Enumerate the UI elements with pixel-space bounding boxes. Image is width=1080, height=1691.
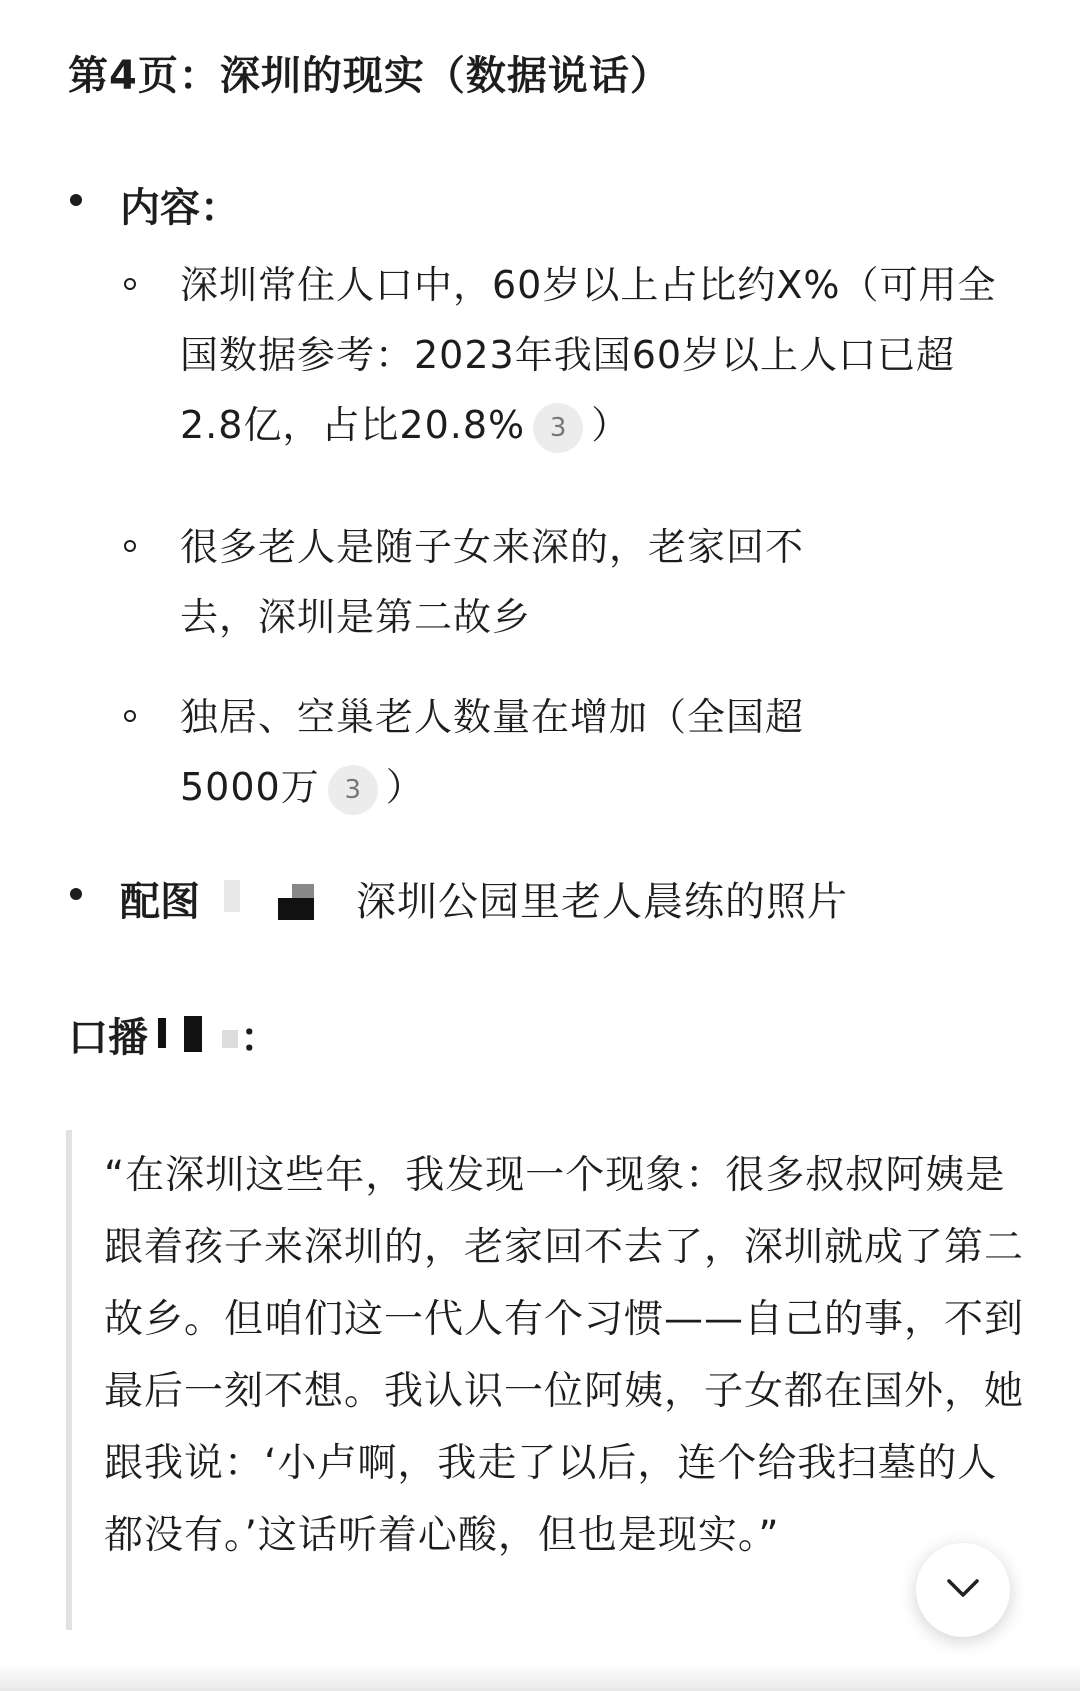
narration-colon: ： xyxy=(240,1015,280,1061)
picture-label: 配图 xyxy=(120,879,200,925)
blockquote-bar xyxy=(66,1130,72,1630)
content-item-3-text: 独居、空巢老人数量在增加（全国超5000万 xyxy=(180,695,805,809)
picture-label-row xyxy=(120,870,200,927)
content-item-1-close: ） xyxy=(591,403,631,447)
content-item-2 xyxy=(180,512,880,652)
narration-quote: “在深圳这些年，我发现一个现象：很多叔叔阿姨是跟着孩子来深圳的，老家回不去了，深圳就成了第二故乡。但咱们这一代人有个习惯——自己的事，不到最后一刻不想。我认识一位阿姨，子女都在国外，她跟我说：‘小卢啊，我走了以后，连个给我扫墓的人都没有。’这话听着心酸，但也是现实。” xyxy=(104,1153,1025,1558)
citation-badge[interactable]: 3 xyxy=(328,765,378,815)
redaction-mosaic xyxy=(184,1016,202,1052)
content-item-2-text: 很多老人是随子女来深的，老家回不去，深圳是第二故乡 xyxy=(180,525,805,639)
citation-badge[interactable]: 3 xyxy=(533,403,583,453)
content-item-3-close: ） xyxy=(385,765,425,809)
content-label: 内容： xyxy=(120,185,240,231)
sub-bullet xyxy=(124,540,136,552)
redaction-mosaic xyxy=(158,1018,166,1048)
scroll-down-button[interactable] xyxy=(916,1543,1010,1637)
sub-bullet xyxy=(124,278,136,290)
content-item-1 xyxy=(180,250,1000,460)
redaction-mosaic xyxy=(224,880,240,912)
redaction-mosaic xyxy=(278,898,314,920)
bottom-fade xyxy=(0,1665,1080,1691)
picture-description: 深圳公园里老人晨练的照片 xyxy=(356,879,848,925)
narration-label: 口播 xyxy=(68,1015,148,1061)
page-heading: 第4页：深圳的现实（数据说话） xyxy=(68,53,671,99)
chevron-down-icon xyxy=(946,1577,980,1603)
bullet-point xyxy=(70,194,82,206)
redaction-mosaic xyxy=(222,1030,238,1048)
content-item-3 xyxy=(180,682,880,822)
redaction-mosaic xyxy=(292,884,314,898)
sub-bullet xyxy=(124,710,136,722)
content-item-1-text: 深圳常住人口中，60岁以上占比约X%（可用全国数据参考：2023年我国60岁以上人口已超2.8亿，占比20.8% xyxy=(180,263,997,447)
bullet-point xyxy=(70,888,82,900)
